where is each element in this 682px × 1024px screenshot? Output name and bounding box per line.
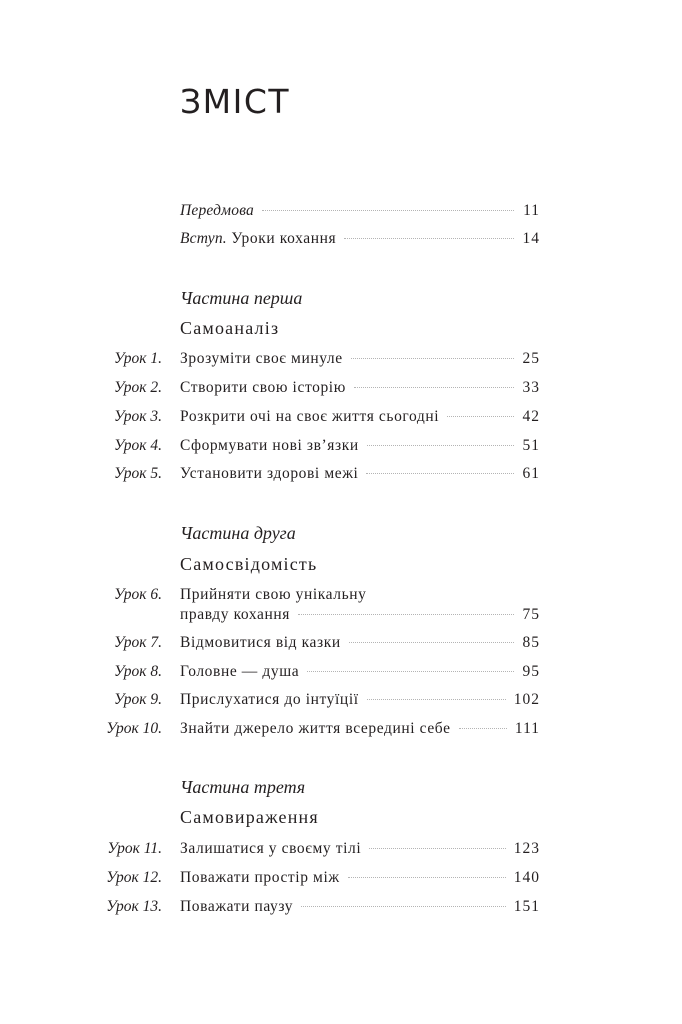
entry-page: 123 <box>513 840 540 857</box>
toc-entry-lesson[interactable] <box>0 463 682 485</box>
dot-leader <box>301 905 506 907</box>
toc-entry-lesson[interactable] <box>0 435 682 457</box>
entry-prefix: Вступ. <box>180 230 227 247</box>
toc-entry-lesson[interactable] <box>0 689 682 711</box>
toc-entry-lesson[interactable] <box>0 604 682 626</box>
entry-title: Зрозуміти своє минуле <box>180 350 343 367</box>
dot-leader <box>262 209 514 211</box>
entry-page: 51 <box>522 437 540 454</box>
entry-title: Прислухатися до інтуїції <box>180 691 359 708</box>
entry-title: Передмова <box>180 202 254 219</box>
entry-title: Знайти джерело життя всередині себе <box>180 720 451 737</box>
dot-leader <box>351 357 514 359</box>
lesson-label: Урок 1. <box>113 350 162 367</box>
entry-title: Розкрити очі на своє життя сьогодні <box>180 408 440 425</box>
toc-entry-lesson[interactable] <box>0 718 682 740</box>
lesson-label: Урок 6. <box>113 586 162 603</box>
part-title: Самоаналіз <box>180 318 280 338</box>
entry-title: Головне — душа <box>180 663 300 680</box>
dot-leader <box>354 386 514 388</box>
dot-leader <box>348 876 506 878</box>
page-title: ЗМІСТ <box>180 82 291 121</box>
lesson-label: Урок 4. <box>113 437 162 454</box>
toc-entry-lesson[interactable] <box>0 838 682 860</box>
lesson-label: Урок 12. <box>106 869 162 886</box>
entry-page: 61 <box>522 465 540 482</box>
dot-leader <box>344 237 514 239</box>
toc-entry-lesson-line1[interactable] <box>0 584 682 606</box>
lesson-label: Урок 9. <box>113 691 162 708</box>
lesson-label: Урок 5. <box>113 465 162 482</box>
entry-page: 151 <box>513 898 540 915</box>
part-title: Самосвідомість <box>180 554 318 574</box>
dot-leader <box>447 415 514 417</box>
part-label: Частина перша <box>180 288 303 308</box>
entry-page: 33 <box>522 379 540 396</box>
dot-leader <box>369 847 505 849</box>
lesson-label: Урок 13. <box>106 898 162 915</box>
dot-leader <box>366 472 514 474</box>
lesson-label: Урок 7. <box>113 634 162 651</box>
toc-entry-lesson[interactable] <box>0 632 682 654</box>
entry-title: Сформувати нові зв’язки <box>180 437 359 454</box>
part-label: Частина друга <box>180 523 296 543</box>
lesson-label: Урок 10. <box>106 720 162 737</box>
toc-entry-lesson[interactable] <box>0 406 682 428</box>
dot-leader <box>349 641 514 643</box>
entry-title: Відмовитися від казки <box>180 634 341 651</box>
part-label: Частина третя <box>180 777 306 797</box>
entry-page: 85 <box>522 634 540 651</box>
entry-page: 95 <box>522 663 540 680</box>
entry-title: Поважати паузу <box>180 898 294 915</box>
entry-page: 111 <box>514 720 540 737</box>
lesson-label: Урок 2. <box>113 379 162 396</box>
toc-entry-lesson[interactable] <box>0 867 682 889</box>
toc-entry-lesson[interactable] <box>0 896 682 918</box>
entry-page: 42 <box>522 408 540 425</box>
entry-title: Створити свою історію <box>180 379 346 396</box>
dot-leader <box>307 670 514 672</box>
entry-title: Залишатися у своєму тілі <box>180 840 362 857</box>
entry-page: 14 <box>522 230 540 247</box>
entry-page: 25 <box>522 350 540 367</box>
entry-page: 11 <box>523 202 540 219</box>
entry-page: 102 <box>513 691 540 708</box>
entry-page: 140 <box>513 869 540 886</box>
toc-entry-lesson[interactable] <box>0 661 682 683</box>
toc-entry-lesson[interactable] <box>0 377 682 399</box>
toc-entry-intro[interactable] <box>0 228 682 250</box>
entry-title: Поважати простір між <box>180 869 340 886</box>
toc-entry-preface[interactable] <box>0 200 682 222</box>
entry-title: Установити здорові межі <box>180 465 359 482</box>
dot-leader <box>367 444 514 446</box>
entry-title: правду кохання <box>180 606 291 623</box>
entry-title-line1: Прийняти свою унікальну <box>180 586 367 603</box>
entry-page: 75 <box>522 606 540 623</box>
entry-title: Уроки кохання <box>226 230 337 247</box>
toc-entry-lesson[interactable] <box>0 348 682 370</box>
dot-leader <box>298 613 514 615</box>
lesson-label: Урок 8. <box>113 663 162 680</box>
dot-leader <box>367 698 506 700</box>
lesson-label: Урок 11. <box>107 840 162 857</box>
dot-leader <box>459 727 507 729</box>
lesson-label: Урок 3. <box>113 408 162 425</box>
part-title: Самовираження <box>180 807 319 827</box>
